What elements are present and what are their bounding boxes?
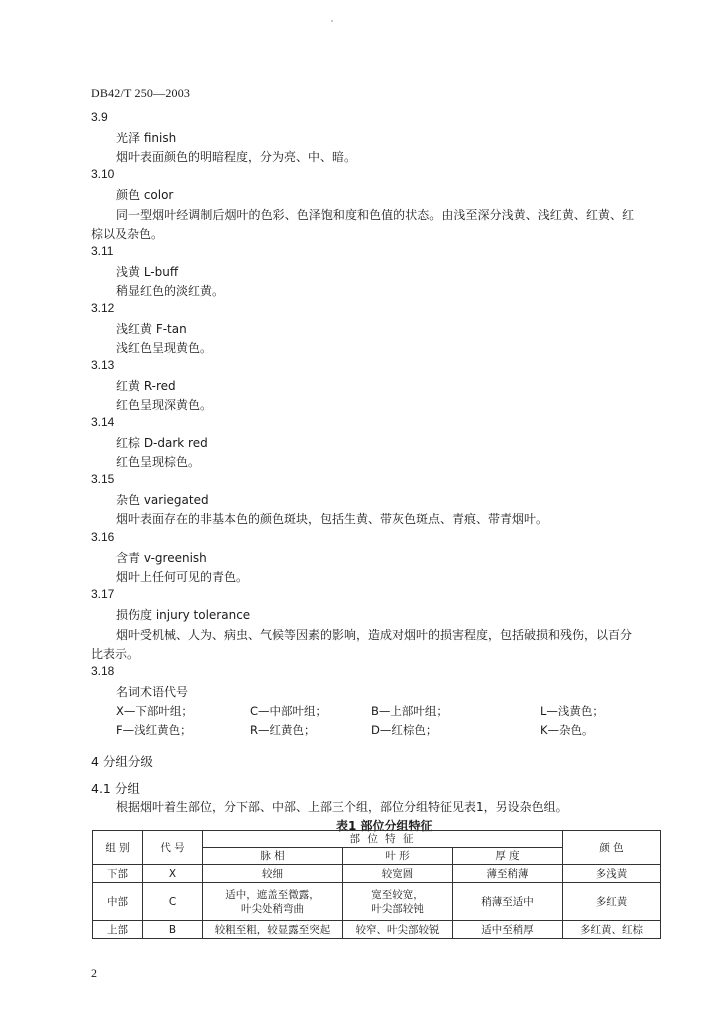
entry-number: 3.10 xyxy=(91,167,115,181)
header-shape: 叶 形 xyxy=(343,848,453,865)
abbreviation-item: B—上部叶组； xyxy=(371,704,448,718)
cell-shape: 较窄、叶尖部较锐 xyxy=(343,921,453,939)
cell-code: X xyxy=(143,865,203,883)
abbreviation-item: K—杂色。 xyxy=(540,723,594,737)
entry-definition: 红色呈现深黄色。 xyxy=(116,398,213,412)
cell-code: B xyxy=(143,921,203,939)
section-heading: 4 分组分级 xyxy=(91,754,153,769)
abbreviation-item: F—浅红黄色； xyxy=(116,723,192,737)
cell-line: 适中，遮盖至微露， xyxy=(225,888,320,901)
cell-thickness: 稍薄至适中 xyxy=(453,883,563,921)
cell-thickness: 适中至稍厚 xyxy=(453,921,563,939)
entry-definition: 同一型烟叶经调制后烟叶的色彩、色泽饱和度和色值的状态。由浅至深分浅黄、浅红黄、红黄、红 xyxy=(116,208,635,222)
entry-number: 3.16 xyxy=(91,530,115,544)
cell-line: 宽至较宽， xyxy=(371,888,424,901)
paragraph: 根据烟叶着生部位，分下部、中部、上部三个组，部位分组特征见表1，另设杂色组。 xyxy=(116,800,568,814)
entry-number: 3.14 xyxy=(91,415,115,429)
abbreviation-item: R—红黄色； xyxy=(250,723,316,737)
header-group: 组 别 xyxy=(93,831,143,865)
entry-definition: 烟叶表面存在的非基本色的颜色斑块，包括生黄、带灰色斑点、青痕、带青烟叶。 xyxy=(116,512,549,526)
entry-term: 杂色 variegated xyxy=(116,493,209,507)
entry-definition: 烟叶受机械、人为、病虫、气候等因素的影响，造成对烟叶的损害程度，包括破损和残伤，以百分 xyxy=(116,628,633,642)
header-color: 颜 色 xyxy=(563,831,661,865)
entry-term: 颜色 color xyxy=(116,188,174,202)
abbreviation-item: L—浅黄色； xyxy=(540,704,604,718)
cell-shape: 较宽圆 xyxy=(343,865,453,883)
header-code: 代 号 xyxy=(143,831,203,865)
cell-group: 上部 xyxy=(93,921,143,939)
abbreviation-item: D—红棕色； xyxy=(371,723,438,737)
entry-number: 3.12 xyxy=(91,301,115,315)
grouping-table xyxy=(92,830,661,939)
cell-code: C xyxy=(143,883,203,921)
entry-term: 光泽 finish xyxy=(116,131,177,145)
page-number: 2 xyxy=(91,966,97,980)
entry-number: 3.18 xyxy=(91,664,115,678)
entry-number: 3.13 xyxy=(91,358,115,372)
cell-line: 叶尖处稍弯曲 xyxy=(241,902,304,915)
entry-number: 3.11 xyxy=(91,244,114,258)
cell-color: 多浅黄 xyxy=(563,865,661,883)
entry-definition: 稍显红色的淡红黄。 xyxy=(116,284,225,298)
table-row xyxy=(93,865,661,883)
subsection-heading: 4.1 分组 xyxy=(91,781,140,796)
entry-term: 红棕 D-dark red xyxy=(116,436,208,450)
entry-term: 红黄 R-red xyxy=(116,379,176,393)
entry-term: 名词术语代号 xyxy=(116,685,189,699)
table-caption: 表1 部位分组特征 xyxy=(336,819,433,833)
standard-number: DB42/T 250—2003 xyxy=(91,86,191,100)
entry-term: 含青 v-greenish xyxy=(116,551,207,565)
scan-speck xyxy=(331,20,333,22)
cell-vein xyxy=(203,883,343,921)
entry-definition: 烟叶表面颜色的明暗程度，分为亮、中、暗。 xyxy=(116,150,357,164)
table-row xyxy=(93,883,661,921)
entry-definition: 比表示。 xyxy=(91,647,140,661)
cell-group: 中部 xyxy=(93,883,143,921)
entry-number: 3.9 xyxy=(91,110,108,124)
entry-definition: 浅红色呈现黄色。 xyxy=(116,341,213,355)
entry-definition: 红色呈现棕色。 xyxy=(116,455,201,469)
cell-thickness: 薄至稍薄 xyxy=(453,865,563,883)
abbreviation-item: C—中部叶组； xyxy=(250,704,328,718)
entry-term: 浅黄 L-buff xyxy=(116,265,179,279)
entry-number: 3.15 xyxy=(91,472,115,486)
entry-term: 浅红黄 F-tan xyxy=(116,322,187,336)
table-row xyxy=(93,921,661,939)
cell-line: 叶尖部较钝 xyxy=(371,902,424,915)
entry-definition: 棕以及杂色。 xyxy=(91,227,164,241)
header-features: 部 位 特 征 xyxy=(203,831,563,848)
cell-group: 下部 xyxy=(93,865,143,883)
cell-color: 多红黄 xyxy=(563,883,661,921)
cell-vein: 较粗至粗，较显露至突起 xyxy=(203,921,343,939)
entry-number: 3.17 xyxy=(91,587,115,601)
cell-vein: 较细 xyxy=(203,865,343,883)
header-thickness: 厚 度 xyxy=(453,848,563,865)
cell-color: 多红黄、红棕 xyxy=(563,921,661,939)
header-vein: 脉 相 xyxy=(203,848,343,865)
entry-definition: 烟叶上任何可见的青色。 xyxy=(116,570,249,584)
entry-term: 损伤度 injury tolerance xyxy=(116,608,251,622)
abbreviation-item: X—下部叶组； xyxy=(116,704,193,718)
cell-shape xyxy=(343,883,453,921)
